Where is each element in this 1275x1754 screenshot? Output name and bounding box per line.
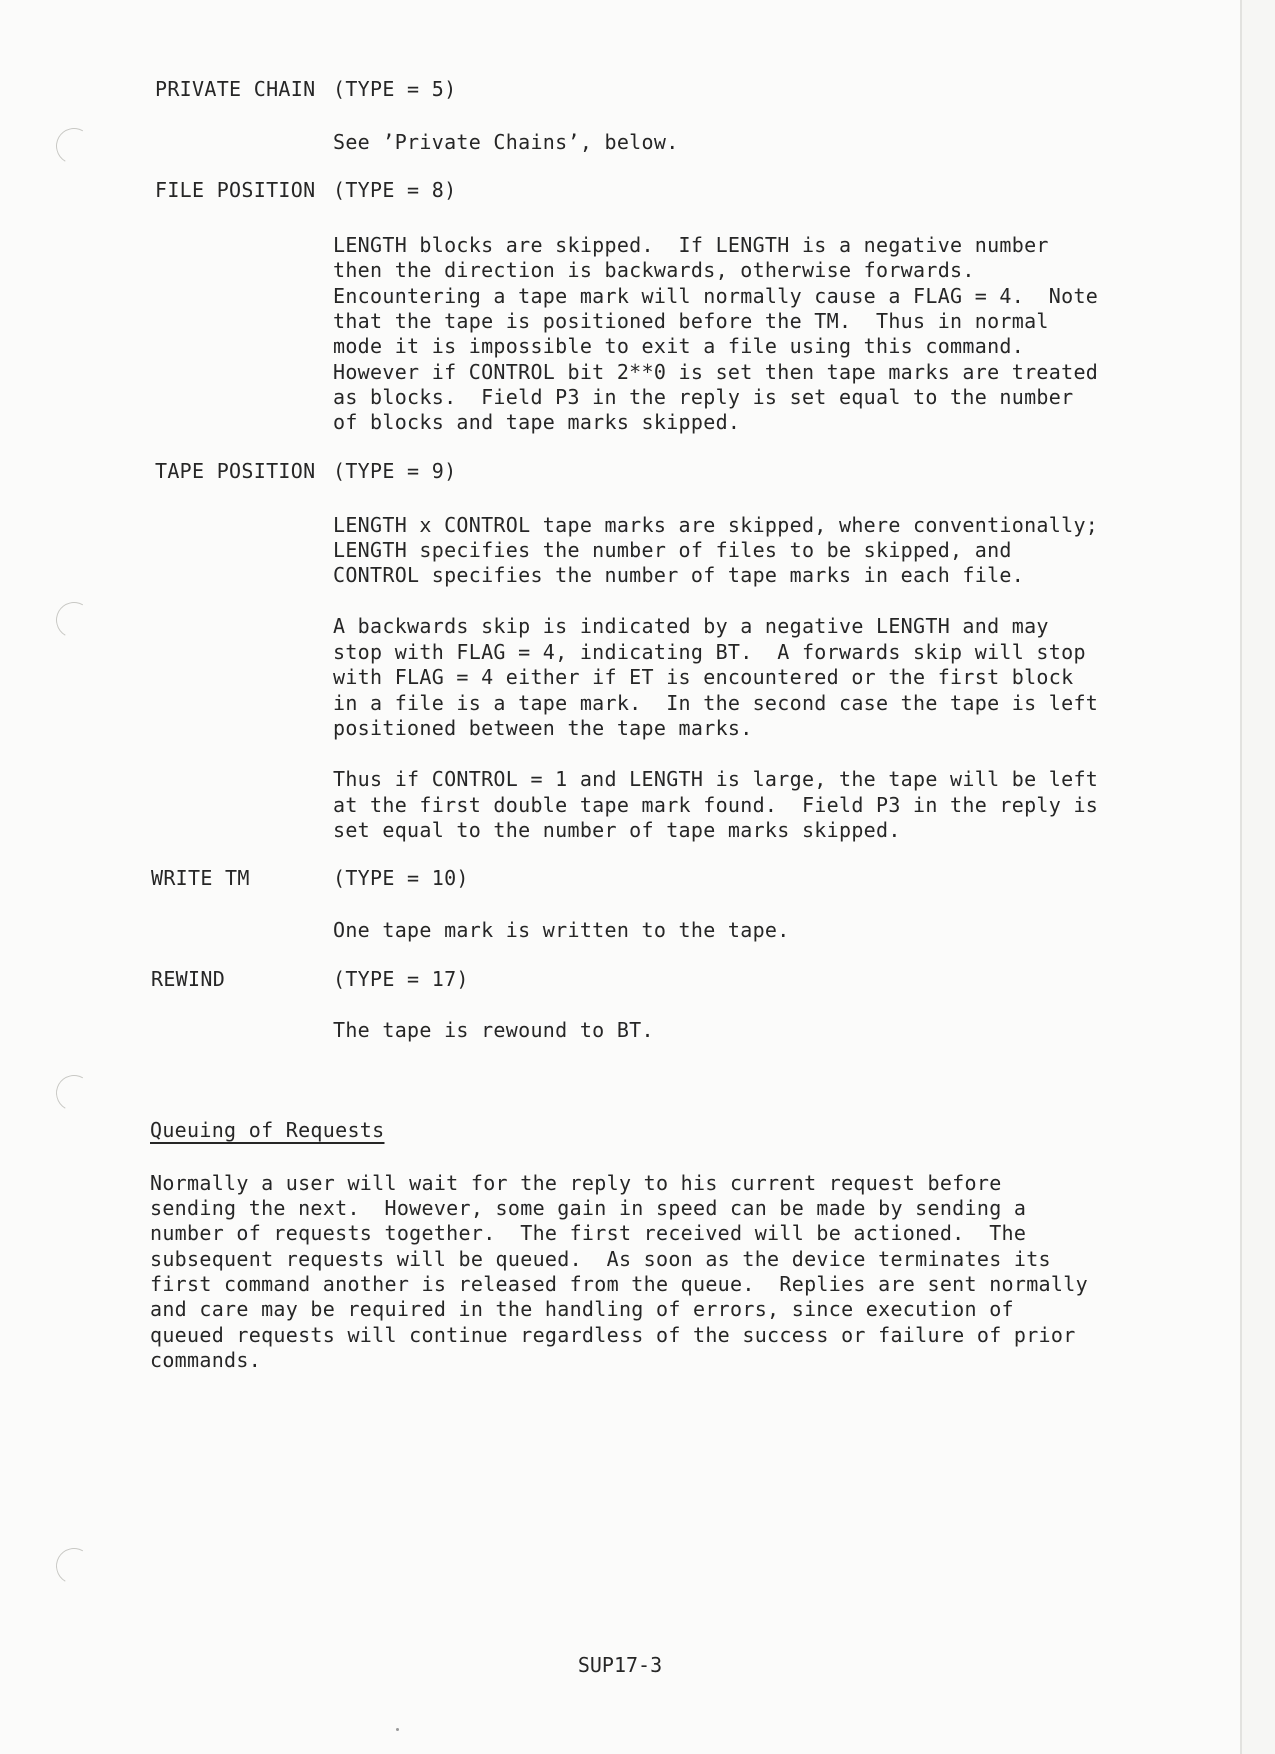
file-position-line: Encountering a tape mark will normally cause a FLAG = 4. Note: [333, 284, 1099, 308]
queuing-line: first command another is released from the queue. Replies are sent normally: [150, 1272, 1088, 1296]
queuing-line: queued requests will continue regardless of the success or failure of prior: [150, 1323, 1076, 1347]
private-chain-text: See ’Private Chains’, below.: [333, 130, 679, 154]
punch-hole: [52, 1544, 96, 1588]
tape-position-line: stop with FLAG = 4, indicating BT. A forwards skip will stop: [333, 640, 1086, 664]
page-number: SUP17-3: [577, 1653, 663, 1677]
paper-speck: [396, 1728, 399, 1731]
rewind-label: REWIND: [151, 967, 226, 991]
queuing-line: and care may be required in the handling of errors, since execution of: [150, 1297, 1014, 1321]
rewind-type: (TYPE = 17): [333, 967, 469, 991]
tape-position-line: LENGTH specifies the number of files to be skipped, and: [333, 538, 1012, 562]
file-position-type: (TYPE = 8): [333, 178, 457, 202]
file-position-line: mode it is impossible to exit a file using this command.: [333, 334, 1025, 358]
file-position-line: However if CONTROL bit 2**0 is set then tape marks are treated: [333, 360, 1099, 384]
queuing-line: commands.: [150, 1348, 262, 1372]
tape-position-line: A backwards skip is indicated by a negative LENGTH and may: [333, 614, 1049, 638]
tape-position-line: in a file is a tape mark. In the second case the tape is left: [333, 691, 1099, 715]
tape-position-line: set equal to the number of tape marks skipped.: [333, 818, 901, 842]
rewind-text: The tape is rewound to BT.: [333, 1018, 654, 1042]
file-position-line: then the direction is backwards, otherwise forwards.: [333, 258, 975, 282]
tape-position-line: positioned between the tape marks.: [333, 716, 753, 740]
file-position-line: of blocks and tape marks skipped.: [333, 410, 741, 434]
punch-hole: [52, 598, 96, 642]
queuing-line: Normally a user will wait for the reply to his current request before: [150, 1171, 1002, 1195]
private-chain-type: (TYPE = 5): [333, 77, 457, 101]
tape-position-type: (TYPE = 9): [333, 459, 457, 483]
queuing-line: sending the next. However, some gain in speed can be made by sending a: [150, 1196, 1027, 1220]
write-tm-text: One tape mark is written to the tape.: [333, 918, 790, 942]
punch-hole: [52, 124, 96, 168]
queuing-line: subsequent requests will be queued. As soon as the device terminates its: [150, 1247, 1051, 1271]
write-tm-label: WRITE TM: [151, 866, 250, 890]
tape-position-line: Thus if CONTROL = 1 and LENGTH is large, the tape will be left: [333, 767, 1099, 791]
queuing-line: number of requests together. The first received will be actioned. The: [150, 1221, 1027, 1245]
punch-hole: [52, 1071, 96, 1115]
file-position-line: as blocks. Field P3 in the reply is set equal to the number: [333, 385, 1074, 409]
tape-position-line: CONTROL specifies the number of tape marks in each file.: [333, 563, 1025, 587]
private-chain-label: PRIVATE CHAIN: [155, 77, 316, 101]
write-tm-type: (TYPE = 10): [333, 866, 469, 890]
tape-position-line: with FLAG = 4 either if ET is encountered or the first block: [333, 665, 1074, 689]
file-position-line: that the tape is positioned before the TM. Thus in normal: [333, 309, 1049, 333]
tape-position-line: LENGTH x CONTROL tape marks are skipped, where conventionally;: [333, 513, 1099, 537]
file-position-label: FILE POSITION: [155, 178, 316, 202]
tape-position-line: at the first double tape mark found. Field P3 in the reply is: [333, 793, 1099, 817]
file-position-line: LENGTH blocks are skipped. If LENGTH is a negative number: [333, 233, 1049, 257]
queuing-heading: Queuing of Requests: [150, 1118, 385, 1142]
tape-position-label: TAPE POSITION: [155, 459, 316, 483]
